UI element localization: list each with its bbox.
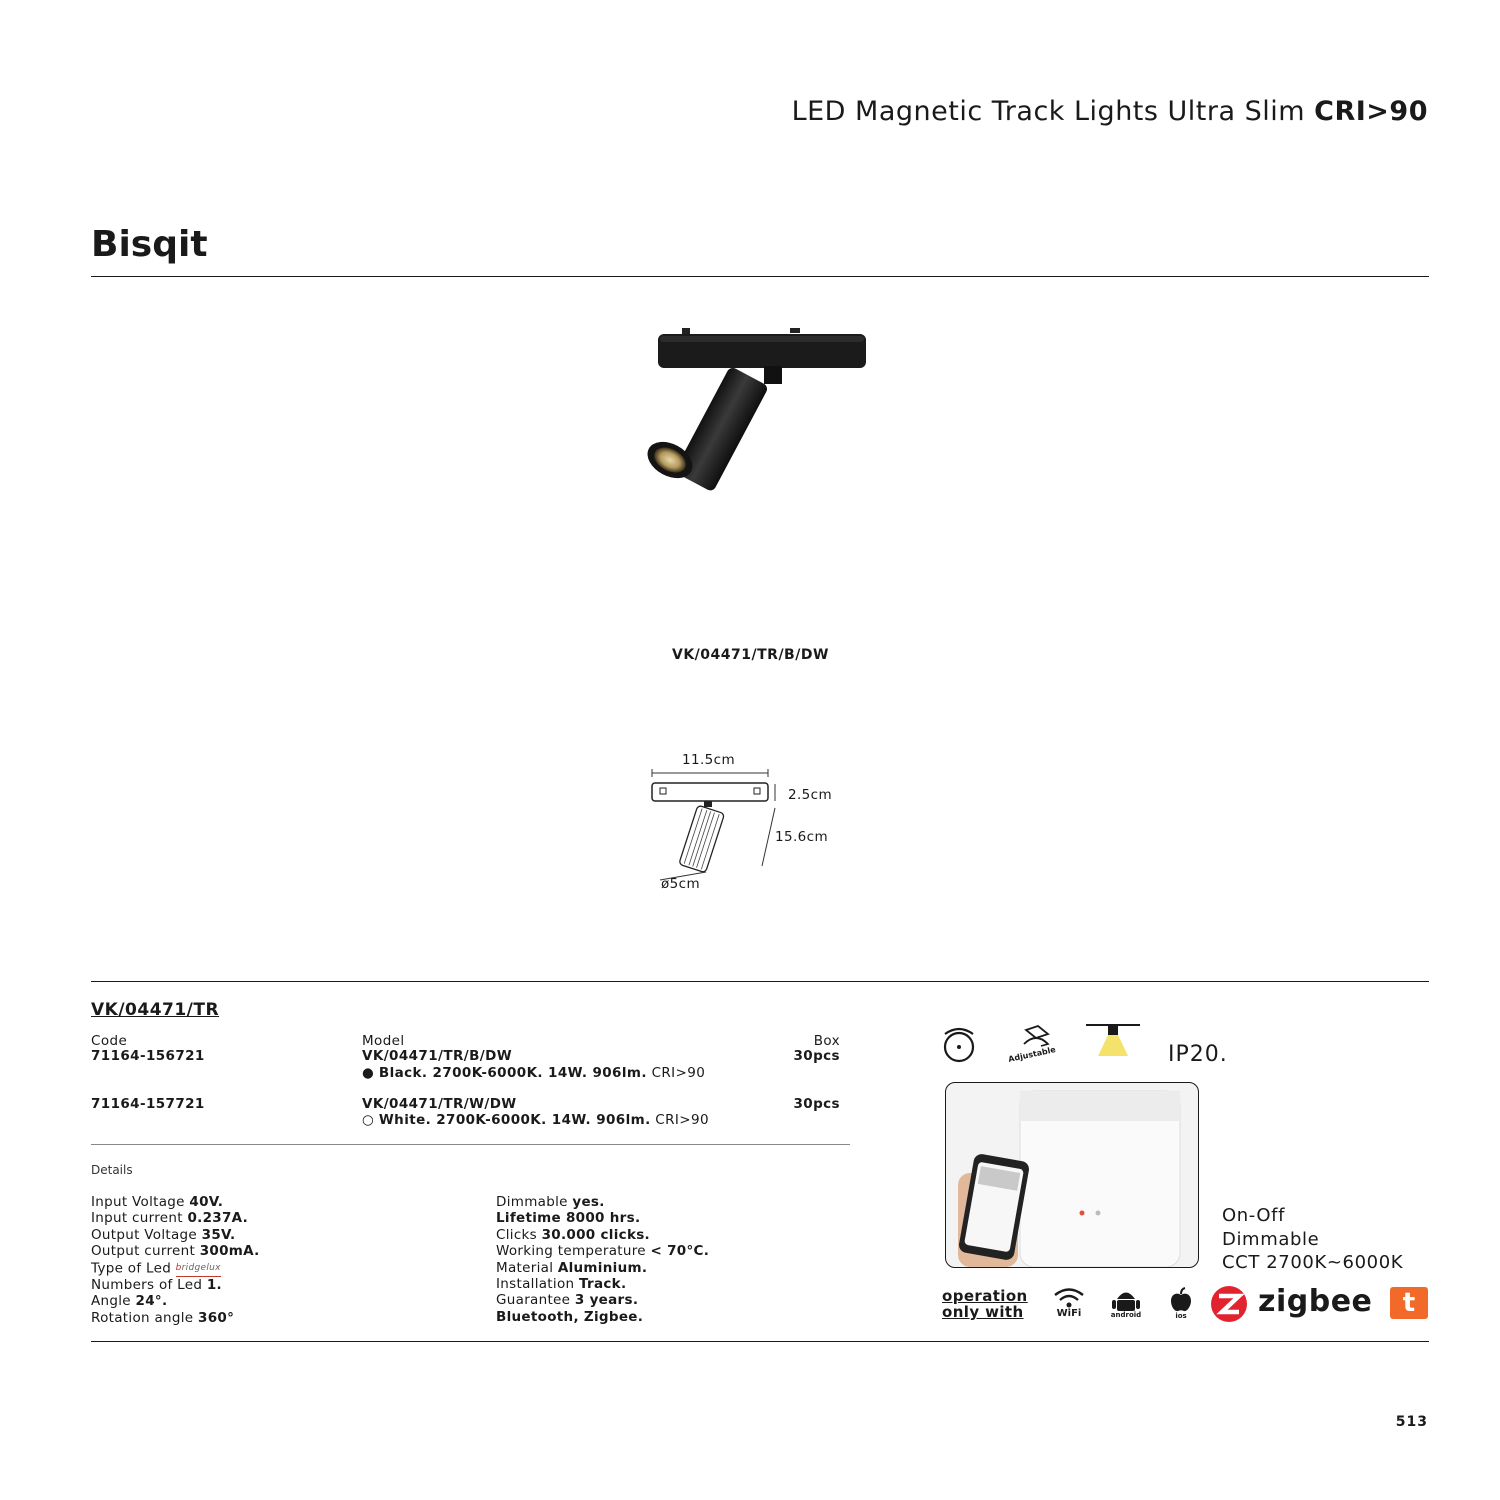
row1-desc-tail: CRI>90 [646, 1065, 706, 1081]
dimension-length-label: 15.6cm [775, 829, 829, 845]
row2-box: 30pcs [793, 1096, 840, 1112]
adjustable-label: Adjustable [1007, 1045, 1057, 1064]
row2-desc-bold: White. 2700K-6000K. 14W. 906lm. [378, 1112, 651, 1128]
detail-material: Material Aluminium. [496, 1259, 648, 1276]
detail-input-voltage: Input Voltage 40V. [91, 1194, 224, 1210]
row1-model: VK/04471/TR/B/DW [362, 1048, 512, 1064]
detail-output-current: Output current 300mA. [91, 1243, 260, 1260]
row1-code: 71164-156721 [91, 1048, 205, 1064]
feature-dimmable: Dimmable [1222, 1228, 1320, 1250]
details-left-list [91, 1194, 260, 1326]
operation-line2: only with [942, 1303, 1024, 1321]
column-header-model: Model [362, 1033, 405, 1049]
section-divider-bottom [91, 1341, 1429, 1342]
detail-dimmable: Dimmable yes. [496, 1194, 605, 1210]
detail-connectivity: Bluetooth, Zigbee. [496, 1308, 644, 1325]
wifi-icon [1052, 1288, 1086, 1308]
details-right-list [496, 1194, 709, 1325]
detail-guarantee: Guarantee 3 years. [496, 1292, 639, 1309]
row2-swatch: ○ [362, 1112, 375, 1128]
detail-input-current: Input current 0.237A. [91, 1210, 249, 1227]
android-icon [1112, 1288, 1140, 1312]
detail-working-temperature: Working temperature < 70°C. [496, 1243, 710, 1260]
header-divider [91, 276, 1429, 277]
ip-rating: IP20. [1168, 1042, 1228, 1067]
detail-rotation-angle: Rotation angle 360° [91, 1309, 235, 1326]
header-title-regular: LED Magnetic Track Lights Ultra Slim [791, 96, 1315, 127]
smart-hub-image [945, 1082, 1199, 1268]
row1-desc-bold: Black. 2700K-6000K. 14W. 906lm. [378, 1065, 647, 1081]
product-photo-caption: VK/04471/TR/B/DW [672, 647, 829, 663]
product-photo [630, 322, 870, 492]
detail-angle: Angle 24°. [91, 1293, 168, 1310]
row1-swatch: ● [362, 1065, 375, 1081]
header-title-bold: CRI>90 [1314, 96, 1428, 127]
section-title: VK/04471/TR [91, 1000, 220, 1020]
feature-on-off: On-Off [1222, 1205, 1286, 1226]
product-family-title: Bisqit [91, 224, 208, 265]
zigbee-logo-icon [1210, 1285, 1248, 1323]
column-header-box: Box [813, 1033, 840, 1049]
dimension-width-label: 11.5cm [682, 752, 736, 768]
detail-lifetime: Lifetime 8000 hrs. [496, 1210, 641, 1227]
table-divider [91, 1144, 850, 1145]
catalog-header-title [792, 96, 1428, 127]
feature-cct: CCT 2700K~6000K [1222, 1252, 1404, 1273]
details-title: Details [91, 1163, 133, 1177]
feature-list [1222, 1204, 1403, 1275]
spot-beam-icon [1086, 1022, 1140, 1058]
row1-description [362, 1065, 705, 1081]
apple-icon [1168, 1287, 1194, 1313]
detail-clicks: Clicks 30.000 clicks. [496, 1226, 650, 1243]
page-number: 513 [1395, 1414, 1428, 1430]
row2-code: 71164-157721 [91, 1096, 205, 1112]
row2-model: VK/04471/TR/W/DW [362, 1096, 517, 1112]
row2-description [362, 1112, 709, 1128]
detail-numbers-of-led: Numbers of Led 1. [91, 1277, 222, 1294]
row2-desc-tail: CRI>90 [650, 1112, 709, 1128]
column-header-code: Code [91, 1033, 128, 1049]
timer-icon [940, 1026, 978, 1064]
tuya-icon: t [1390, 1287, 1428, 1319]
row1-box: 30pcs [793, 1048, 840, 1064]
dimension-diameter-label: ø5cm [661, 876, 701, 892]
detail-output-voltage: Output Voltage 35V. [91, 1226, 236, 1243]
operation-line1: operation [942, 1287, 1028, 1305]
detail-type-of-led: Type of Led bridgelux [91, 1260, 221, 1277]
android-label: android [1110, 1311, 1142, 1319]
section-divider-top [91, 981, 1429, 982]
dimension-height-label: 2.5cm [788, 787, 833, 803]
ios-label: ios [1175, 1312, 1187, 1320]
detail-installation: Installation Track. [496, 1276, 627, 1293]
bridgelux-logo: bridgelux [176, 1260, 221, 1277]
zigbee-wordmark: zigbee [1258, 1284, 1373, 1319]
wifi-label: WiFi [1056, 1308, 1082, 1319]
operation-text [942, 1288, 1028, 1320]
